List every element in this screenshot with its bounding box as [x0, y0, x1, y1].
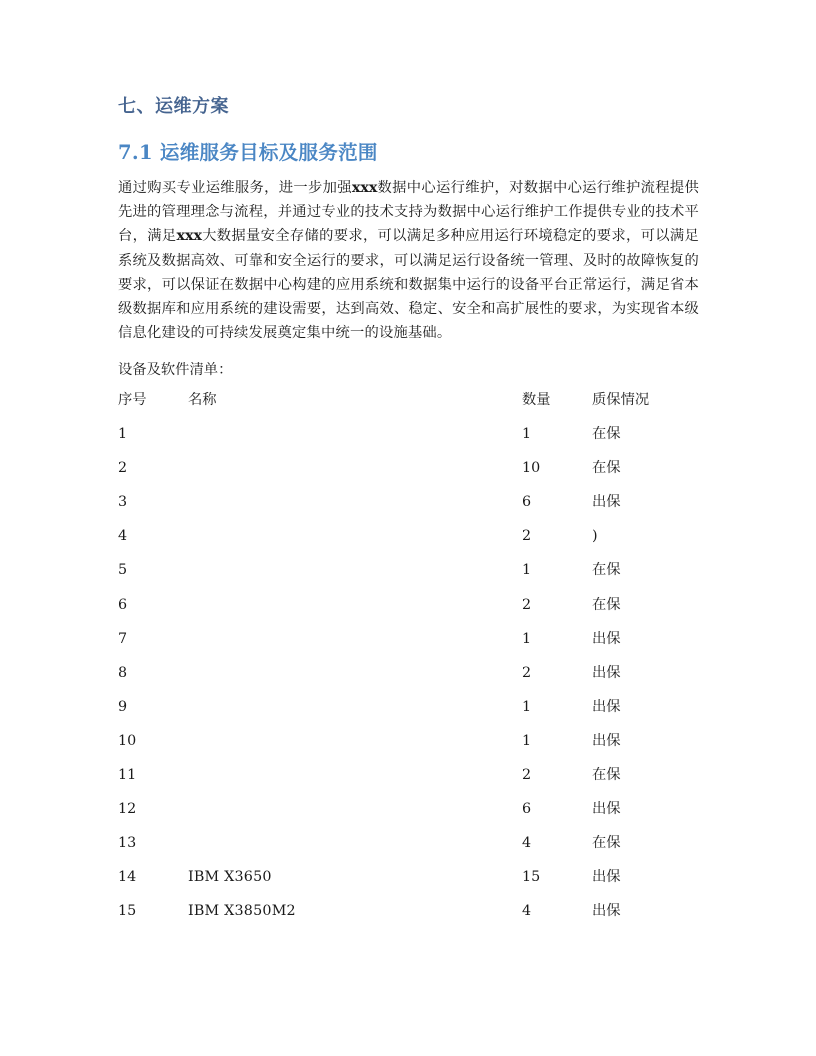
table-row [118, 833, 700, 867]
table-row [118, 458, 700, 492]
cell-index: 11 [118, 767, 137, 784]
cell-index: 15 [118, 903, 137, 920]
cell-quantity: 1 [522, 698, 532, 715]
table-row [118, 799, 700, 833]
cell-quantity: 2 [522, 596, 532, 613]
cell-quantity: 2 [522, 664, 532, 681]
table-row [118, 867, 700, 901]
cell-quantity: 1 [522, 426, 532, 443]
cell-index: 8 [118, 664, 128, 681]
equipment-list-table [118, 390, 700, 936]
cell-warranty: ) [592, 528, 598, 545]
cell-quantity: 6 [522, 494, 532, 511]
cell-quantity: 4 [522, 835, 532, 852]
cell-quantity: 1 [522, 562, 532, 579]
cell-name: IBM X3650 [188, 869, 272, 886]
section-heading-level-2: 7.1 运维服务目标及服务范围 [118, 141, 378, 164]
cell-warranty: 出保 [592, 903, 621, 920]
cell-quantity: 15 [522, 869, 541, 886]
column-header-quantity: 数量 [522, 392, 551, 408]
body-paragraph [118, 176, 699, 345]
section-heading-level-1: 七、运维方案 [118, 96, 229, 117]
cell-index: 5 [118, 562, 128, 579]
cell-warranty: 出保 [592, 664, 621, 681]
cell-index: 13 [118, 835, 137, 852]
cell-name: IBM X3850M2 [188, 903, 296, 920]
cell-index: 1 [118, 426, 128, 443]
cell-index: 10 [118, 732, 137, 749]
cell-warranty: 在保 [592, 835, 621, 852]
cell-index: 9 [118, 698, 128, 715]
paragraph-segment-2: 数据中心运行维护，对数据中心运行维护流程提供先进的管理理念与流程，并通过专业的技术支持为数据中心运行维护工作提供专业的技术平台，满足 [118, 180, 699, 245]
cell-quantity: 6 [522, 801, 532, 818]
cell-warranty: 出保 [592, 801, 621, 818]
cell-quantity: 2 [522, 767, 532, 784]
cell-quantity: 4 [522, 903, 532, 920]
cell-index: 6 [118, 596, 128, 613]
table-row [118, 663, 700, 697]
cell-warranty: 在保 [592, 460, 621, 477]
table-row [118, 765, 700, 799]
cell-index: 12 [118, 801, 137, 818]
cell-warranty: 出保 [592, 698, 621, 715]
table-row [118, 560, 700, 594]
cell-warranty: 在保 [592, 596, 621, 613]
table-header-row [118, 390, 700, 424]
cell-warranty: 在保 [592, 767, 621, 784]
cell-warranty: 在保 [592, 562, 621, 579]
cell-index: 2 [118, 460, 128, 477]
paragraph-segment-1: 通过购买专业运维服务，进一步加强 [118, 180, 352, 196]
cell-index: 3 [118, 494, 128, 511]
cell-index: 4 [118, 528, 128, 545]
table-row [118, 629, 700, 663]
column-header-index: 序号 [118, 392, 147, 408]
table-row [118, 731, 700, 765]
paragraph-segment-3: 大数据量安全存储的要求，可以满足多种应用运行环境稳定的要求，可以满足系统及数据高效、可靠和安全运行的要求，可以满足运行设备统一管理、及时的故障恢复的要求，可以保证在数据中心构建的应用系统和数据集中运行的设备平台正常运行，满足省本级数据库和应用系统的建设需要，达到高效、稳定、安全和高扩展性的要求，为实现省本级信息化建设的可持续发展奠定集中统一的设施基础。 [118, 228, 699, 342]
cell-quantity: 2 [522, 528, 532, 545]
table-row [118, 526, 700, 560]
paragraph-placeholder-1: xxx [351, 180, 378, 196]
table-row [118, 424, 700, 458]
cell-warranty: 出保 [592, 630, 621, 647]
paragraph-placeholder-2: xxx [176, 228, 203, 245]
cell-index: 14 [118, 869, 137, 886]
table-row [118, 901, 700, 935]
cell-warranty: 在保 [592, 426, 621, 443]
cell-warranty: 出保 [592, 869, 621, 886]
equipment-list-caption: 设备及软件清单： [118, 362, 233, 378]
cell-quantity: 1 [522, 630, 532, 647]
column-header-name: 名称 [188, 392, 217, 408]
cell-quantity: 1 [522, 732, 532, 749]
table-row [118, 697, 700, 731]
table-row [118, 595, 700, 629]
cell-index: 7 [118, 630, 128, 647]
cell-warranty: 出保 [592, 732, 621, 749]
cell-warranty: 出保 [592, 494, 621, 511]
cell-quantity: 10 [522, 460, 541, 477]
table-row [118, 492, 700, 526]
column-header-warranty: 质保情况 [592, 392, 650, 408]
